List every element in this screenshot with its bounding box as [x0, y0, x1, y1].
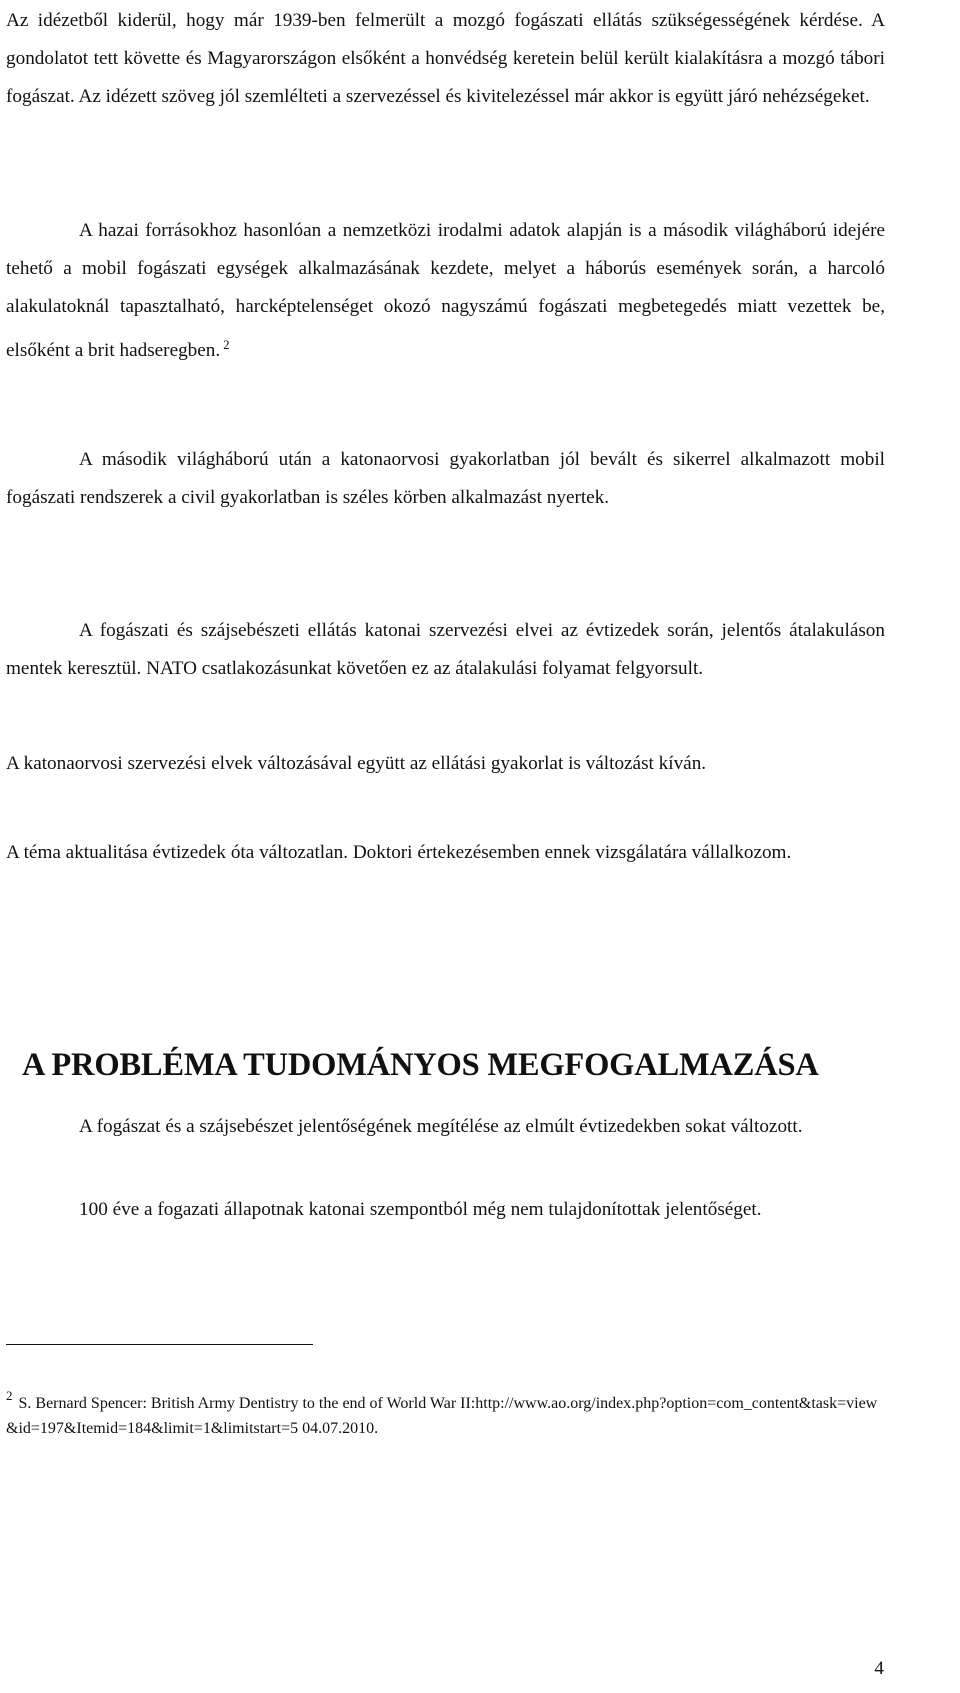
- paragraph-nato: A fogászati és szájsebészeti ellátás katonai szervezési elvei az évtizedek során, jelentős átalakuláson mentek keresztül. NATO csatlakozásunkat követően ez az átalakulási folyamat felgyorsult.: [6, 620, 885, 679]
- paragraph-topic-relevance: A téma aktualitása évtizedek óta változatlan. Doktori értekezésemben ennek vizsgálatára vállalkozom.: [6, 842, 792, 863]
- paragraph-international-sources: [6, 212, 885, 370]
- section-heading: A PROBLÉMA TUDOMÁNYOS MEGFOGALMAZÁSA: [22, 1047, 819, 1083]
- footnote-mark: 2: [6, 1388, 13, 1403]
- paragraph-hundred-years: 100 éve a fogazati állapotnak katonai szempontból még nem tulajdonítottak jelentőséget.: [79, 1199, 762, 1220]
- footnote-text[interactable]: S. Bernard Spencer: British Army Dentistry to the end of World War II:http://www.ao.org/index.php?option=com_content&task=view&id=197&Itemid=184&limit=1&limitstart=5 04.07.2010.: [6, 1395, 878, 1437]
- footnote-reference[interactable]: 2: [223, 338, 230, 352]
- paragraph-organisation-principles: A katonaorvosi szervezési elvek változásával együtt az ellátási gyakorlat is változást kíván.: [6, 753, 707, 774]
- footnote-separator: [6, 1344, 313, 1345]
- paragraph-after-war: A második világháború után a katonaorvosi gyakorlatban jól bevált és sikerrel alkalmazott mobil fogászati rendszerek a civil gyakorlatban is széles körben alkalmazást nyertek.: [6, 449, 885, 508]
- paragraph-dentistry-significance: A fogászat és a szájsebészet jelentőségének megítélése az elmúlt évtizedekben sokat változott.: [79, 1116, 803, 1137]
- paragraph-international-sources-text: A hazai forrásokhoz hasonlóan a nemzetközi irodalmi adatok alapján is a második világháború idejére tehető a mobil fogászati egységek alkalmazásának kezdete, melyet a háborús események során, a harcoló alakulatoknál tapasztalható, harcképtelenséget okozó nagyszámú fogászati megbetegedés miatt vezettek be, elsőként a brit hadseregben.: [6, 220, 885, 361]
- footnote: [6, 1383, 888, 1441]
- paragraph-quote-conclusion: Az idézetből kiderül, hogy már 1939-ben felmerült a mozgó fogászati ellátás szükségességének kérdése. A gondolatot tett követte és Magyarországon elsőként a honvédség keretein belül került kialakításra a mozgó tábori fogászat. Az idézett szöveg jól szemlélteti a szervezéssel és kivitelezéssel már akkor is együtt járó nehézségeket.: [6, 10, 885, 107]
- page-number: 4: [874, 1658, 884, 1679]
